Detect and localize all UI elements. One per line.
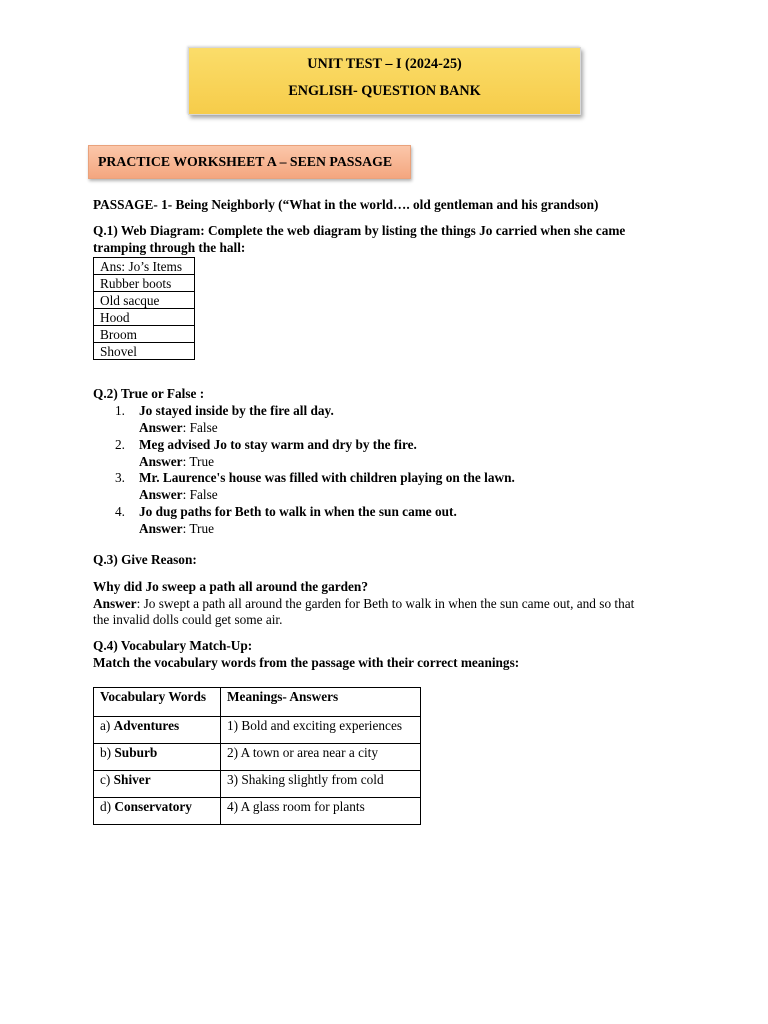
q1-heading-line1: Q.1) Web Diagram: Complete the web diagram by listing the things Jo carried when she came: [93, 223, 626, 238]
tf-statement: Jo dug paths for Beth to walk in when the sun came out.: [139, 503, 457, 519]
answer-value: : True: [182, 520, 215, 536]
vocab-word-cell: [94, 798, 221, 825]
vocab-word: Shiver: [113, 772, 151, 787]
title-banner: [188, 47, 581, 115]
jo-items-cell: Hood: [94, 309, 195, 326]
vocab-prefix: c): [100, 772, 114, 787]
list-item: [93, 504, 733, 538]
table-row: [94, 717, 421, 744]
answer-value: : False: [182, 487, 218, 502]
jo-items-table: [93, 257, 195, 360]
item-number: 1.: [115, 403, 125, 418]
item-number: 4.: [115, 503, 125, 519]
vocab-word-cell: [94, 717, 221, 744]
answer-value: : True: [182, 453, 215, 469]
worksheet-label-box: [88, 145, 411, 179]
answer-text: : Jo swept a path all around the garden for Beth to walk in when the sun came out, and so that: [136, 596, 635, 611]
q3-heading: Q.3) Give Reason:: [93, 552, 197, 567]
q3-answer-line2: the invalid dolls could get some air.: [93, 612, 283, 627]
table-header-row: [94, 688, 421, 717]
table-row: [94, 798, 421, 825]
q4-heading: Q.4) Vocabulary Match-Up:: [93, 638, 253, 653]
tf-answer: [139, 521, 214, 537]
tf-statement: Jo stayed inside by the fire all day.: [139, 403, 334, 418]
vocab-meaning: 1) Bold and exciting experiences: [221, 717, 421, 744]
jo-items-cell: Rubber boots: [94, 275, 195, 292]
jo-items-cell: Shovel: [94, 343, 195, 360]
q4-instruction: Match the vocabulary words from the passage with their correct meanings:: [93, 655, 520, 670]
true-false-list: [93, 403, 733, 537]
vocab-word: Suburb: [114, 745, 158, 760]
vocab-word-cell: [94, 744, 221, 771]
tf-answer: [139, 454, 214, 470]
table-row: [94, 744, 421, 771]
answer-label: Answer: [139, 487, 183, 502]
passage-title: PASSAGE- 1- Being Neighborly (“What in the world…. old gentleman and his grandson): [93, 197, 599, 212]
q3-question: Why did Jo sweep a path all around the garden?: [93, 579, 368, 594]
list-item: [93, 470, 733, 504]
column-header: Meanings- Answers: [221, 688, 421, 717]
title-line-2: ENGLISH- QUESTION BANK: [288, 83, 481, 99]
table-row: [94, 771, 421, 798]
vocab-word-cell: [94, 771, 221, 798]
vocabulary-table: [93, 687, 421, 825]
q3-answer-line1: [93, 596, 634, 612]
column-header: Vocabulary Words: [94, 688, 221, 717]
vocab-meaning: 4) A glass room for plants: [221, 798, 421, 825]
answer-label: Answer: [93, 596, 137, 611]
item-number: 2.: [115, 436, 125, 452]
tf-answer: [139, 487, 218, 503]
q1-heading-line2: tramping through the hall:: [93, 240, 246, 255]
vocab-meaning: 2) A town or area near a city: [221, 744, 421, 771]
worksheet-label: PRACTICE WORKSHEET A – SEEN PASSAGE: [98, 154, 393, 169]
vocab-word: Conservatory: [114, 799, 192, 814]
answer-value: : False: [182, 420, 218, 435]
vocab-prefix: a): [100, 718, 114, 733]
vocab-word: Adventures: [113, 718, 180, 733]
list-item: [93, 403, 733, 437]
tf-answer: [139, 420, 218, 436]
jo-items-cell: Old sacque: [94, 292, 195, 309]
answer-label: Answer: [139, 420, 183, 435]
q2-heading: Q.2) True or False :: [93, 386, 205, 401]
item-number: 3.: [115, 470, 125, 485]
jo-items-cell: Broom: [94, 326, 195, 343]
vocab-prefix: b): [100, 745, 115, 760]
title-line-1: UNIT TEST – I (2024-25): [307, 56, 462, 72]
tf-statement: Mr. Laurence's house was filled with children playing on the lawn.: [139, 470, 515, 485]
answer-label: Answer: [139, 520, 183, 536]
vocab-prefix: d): [100, 799, 115, 814]
tf-statement: Meg advised Jo to stay warm and dry by the fire.: [139, 436, 417, 452]
answer-label: Answer: [139, 453, 183, 469]
jo-items-cell: Ans: Jo’s Items: [94, 258, 195, 275]
list-item: [93, 437, 733, 471]
vocab-meaning: 3) Shaking slightly from cold: [221, 771, 421, 798]
